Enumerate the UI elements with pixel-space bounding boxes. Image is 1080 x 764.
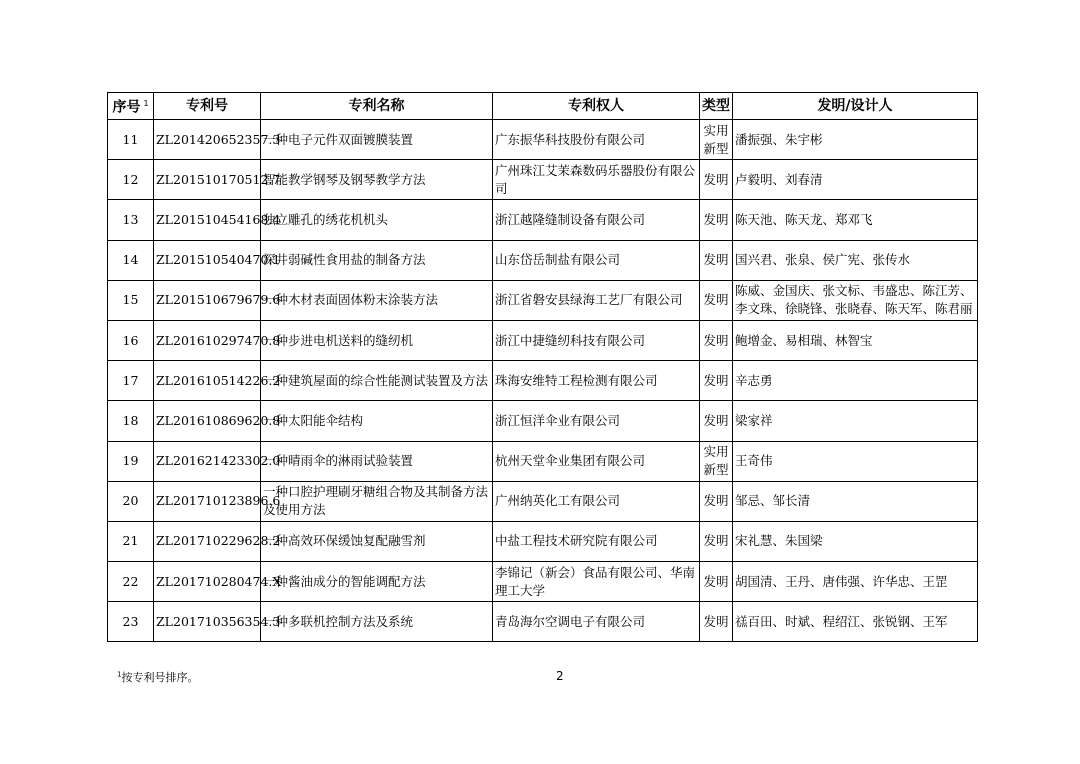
table-row <box>108 200 978 240</box>
cell-type: 发明 <box>700 160 733 200</box>
cell-num: 23 <box>108 602 154 642</box>
cell-num: 12 <box>108 160 154 200</box>
cell-patent-no: ZL201610297470.8 <box>154 320 261 360</box>
cell-type: 发明 <box>700 521 733 561</box>
cell-patent-no: ZL201710280474.X <box>154 562 261 602</box>
cell-inventors: 鲍增金、易相瑞、林智宝 <box>733 320 978 360</box>
cell-inventors: 卢毅明、刘春清 <box>733 160 978 200</box>
cell-num: 14 <box>108 240 154 280</box>
cell-inventors: 宋礼慧、朱国梁 <box>733 521 978 561</box>
cell-owner: 广东振华科技股份有限公司 <box>493 120 700 160</box>
cell-patent-no: ZL201510679679.6 <box>154 280 261 320</box>
cell-patent-no: ZL201621423302.0 <box>154 441 261 481</box>
cell-inventors: 潘振强、朱宇彬 <box>733 120 978 160</box>
cell-patent-no: ZL201710229628.2 <box>154 521 261 561</box>
cell-owner: 珠海安维特工程检测有限公司 <box>493 361 700 401</box>
cell-name: 一种酱油成分的智能调配方法 <box>261 562 493 602</box>
footnote-mark: 1 <box>143 99 149 109</box>
header-patent-no: 专利号 <box>154 93 261 120</box>
cell-name: 独立雕孔的绣花机机头 <box>261 200 493 240</box>
cell-type: 发明 <box>700 240 733 280</box>
cell-owner: 青岛海尔空调电子有限公司 <box>493 602 700 642</box>
cell-inventors: 陈威、金国庆、张文标、韦盛忠、陈江芳、李文珠、徐晓锋、张晓春、陈天军、陈君丽 <box>733 280 978 320</box>
cell-name: 一种口腔护理刷牙糖组合物及其制备方法及使用方法 <box>261 481 493 521</box>
cell-num: 22 <box>108 562 154 602</box>
header-inventors: 发明/设计人 <box>733 93 978 120</box>
header-type: 类型 <box>700 93 733 120</box>
table-row <box>108 280 978 320</box>
cell-type: 发明 <box>700 200 733 240</box>
cell-type: 实用新型 <box>700 441 733 481</box>
cell-inventors: 国兴君、张泉、侯广宪、张传水 <box>733 240 978 280</box>
cell-owner: 杭州天堂伞业集团有限公司 <box>493 441 700 481</box>
table-row <box>108 562 978 602</box>
header-num-label: 序号 <box>112 99 141 116</box>
table-row <box>108 160 978 200</box>
cell-inventors: 陈天池、陈天龙、郑邓飞 <box>733 200 978 240</box>
cell-patent-no: ZL201420652357.3 <box>154 120 261 160</box>
cell-num: 18 <box>108 401 154 441</box>
cell-patent-no: ZL201710356354.3 <box>154 602 261 642</box>
cell-num: 21 <box>108 521 154 561</box>
cell-num: 19 <box>108 441 154 481</box>
header-owner: 专利权人 <box>493 93 700 120</box>
page-number: 2 <box>556 669 564 683</box>
cell-num: 13 <box>108 200 154 240</box>
table-row <box>108 521 978 561</box>
cell-owner: 浙江中捷缝纫科技有限公司 <box>493 320 700 360</box>
cell-patent-no: ZL201510454168.4 <box>154 200 261 240</box>
cell-owner: 广州珠江艾茉森数码乐器股份有限公司 <box>493 160 700 200</box>
cell-num: 17 <box>108 361 154 401</box>
cell-inventors: 辛志勇 <box>733 361 978 401</box>
table-row <box>108 441 978 481</box>
table-header-row <box>108 93 978 120</box>
cell-num: 15 <box>108 280 154 320</box>
cell-owner: 浙江越隆缝制设备有限公司 <box>493 200 700 240</box>
cell-name: 一种电子元件双面镀膜装置 <box>261 120 493 160</box>
cell-type: 发明 <box>700 602 733 642</box>
cell-name: 一种木材表面固体粉末涂装方法 <box>261 280 493 320</box>
cell-owner: 李锦记（新会）食品有限公司、华南理工大学 <box>493 562 700 602</box>
cell-name: 一种晴雨伞的淋雨试验装置 <box>261 441 493 481</box>
cell-owner: 广州纳英化工有限公司 <box>493 481 700 521</box>
table-row <box>108 401 978 441</box>
cell-inventors: 梁家祥 <box>733 401 978 441</box>
table-row <box>108 481 978 521</box>
cell-name: 智能教学钢琴及钢琴教学方法 <box>261 160 493 200</box>
header-name: 专利名称 <box>261 93 493 120</box>
cell-type: 发明 <box>700 320 733 360</box>
header-num <box>108 93 154 120</box>
cell-type: 发明 <box>700 401 733 441</box>
table-row <box>108 120 978 160</box>
footnote-text: 按专利号排序。 <box>121 671 199 684</box>
cell-type: 发明 <box>700 481 733 521</box>
table-row <box>108 320 978 360</box>
cell-name: 深井弱碱性食用盐的制备方法 <box>261 240 493 280</box>
cell-patent-no: ZL201710123896.6 <box>154 481 261 521</box>
cell-type: 发明 <box>700 361 733 401</box>
table-row <box>108 602 978 642</box>
table-row <box>108 240 978 280</box>
cell-patent-no: ZL201510170512.7 <box>154 160 261 200</box>
cell-patent-no: ZL201610514226.2 <box>154 361 261 401</box>
cell-type: 发明 <box>700 280 733 320</box>
patent-table <box>107 92 978 642</box>
cell-num: 20 <box>108 481 154 521</box>
cell-inventors: 邹忌、邹长清 <box>733 481 978 521</box>
cell-type: 发明 <box>700 562 733 602</box>
cell-name: 一种高效环保缓蚀复配融雪剂 <box>261 521 493 561</box>
cell-owner: 山东岱岳制盐有限公司 <box>493 240 700 280</box>
cell-inventors: 禚百田、时斌、程绍江、张锐钢、王军 <box>733 602 978 642</box>
cell-name: 一种太阳能伞结构 <box>261 401 493 441</box>
cell-patent-no: ZL201510540470.1 <box>154 240 261 280</box>
cell-num: 11 <box>108 120 154 160</box>
cell-patent-no: ZL201610869620.8 <box>154 401 261 441</box>
cell-name: 一种多联机控制方法及系统 <box>261 602 493 642</box>
cell-inventors: 王奇伟 <box>733 441 978 481</box>
cell-owner: 浙江省磐安县绿海工艺厂有限公司 <box>493 280 700 320</box>
cell-name: 一种步进电机送料的缝纫机 <box>261 320 493 360</box>
footnote <box>117 669 198 685</box>
cell-name: 一种建筑屋面的综合性能测试装置及方法 <box>261 361 493 401</box>
footnote-mark-bottom: 1 <box>117 670 122 679</box>
cell-inventors: 胡国清、王丹、唐伟强、许华忠、王罡 <box>733 562 978 602</box>
cell-owner: 浙江恒洋伞业有限公司 <box>493 401 700 441</box>
cell-num: 16 <box>108 320 154 360</box>
cell-type: 实用新型 <box>700 120 733 160</box>
cell-owner: 中盐工程技术研究院有限公司 <box>493 521 700 561</box>
table-row <box>108 361 978 401</box>
